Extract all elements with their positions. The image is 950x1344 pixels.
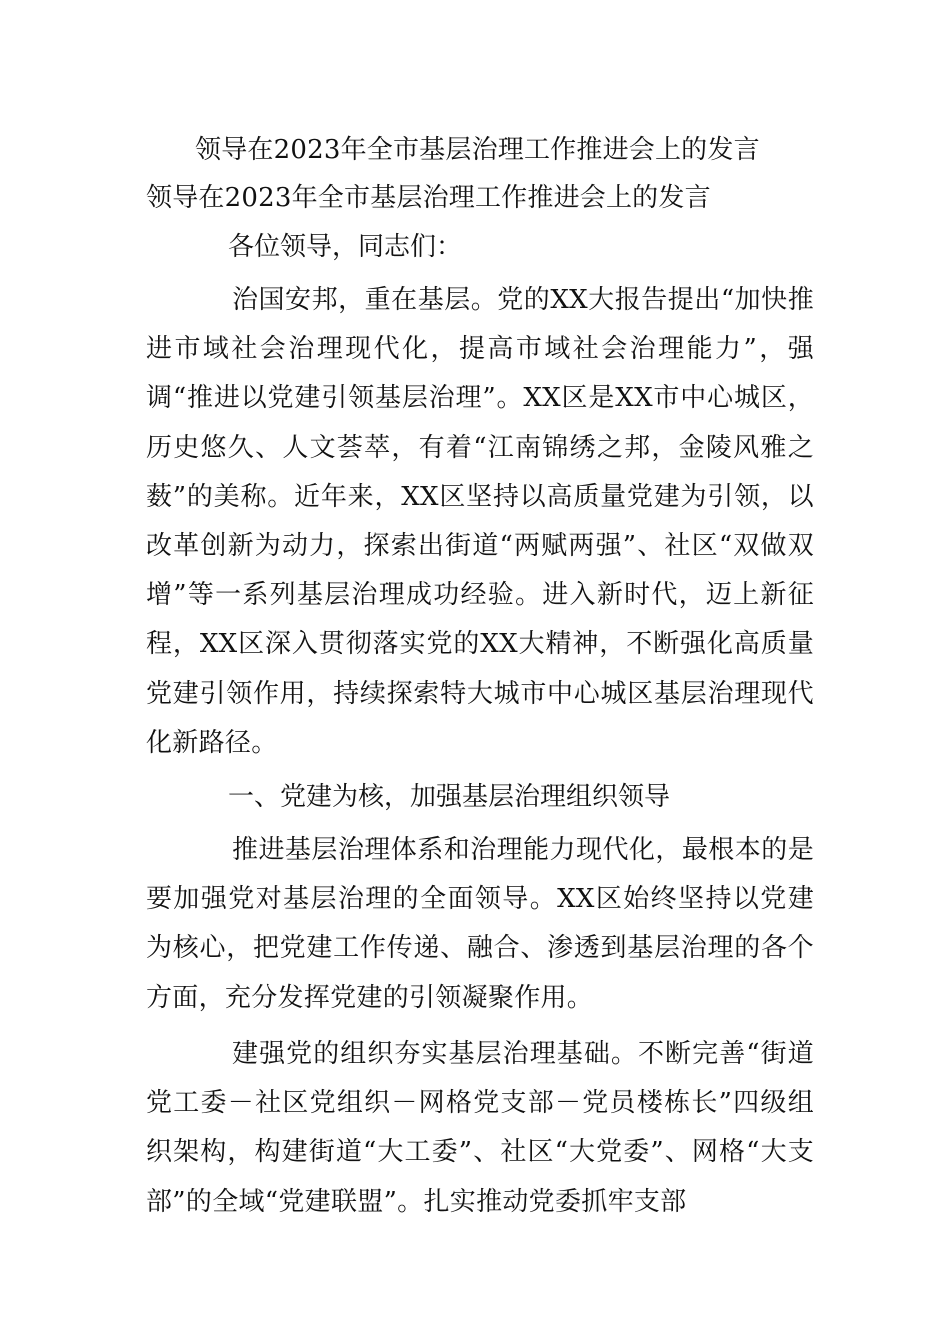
salutation: 各位领导，同志们： (228, 232, 463, 262)
paragraph-introduction: 治国安邦，重在基层。党的XX大报告提出“加快推进市域社会治理现代化，提高市域社会治理能力”，强调“推进以党建引领基层治理”。XX区是XX市中心城区，历史悠久、人文荟萃，有着“江南锦绣之邦，金陵风雅之薮”的美称。近年来，XX区坚持以高质量党建为引领，以改革创新为动力，探索出街道“两赋两强”、社区“双做双增”等一系列基层治理成功经验。进入新时代，迈上新征程，XX区深入贯彻落实党的XX大精神，不断强化高质量党建引领作用，持续探索特大城市中心城区基层治理现代化新路径。 (146, 285, 814, 758)
section-heading-1: 一、党建为核，加强基层治理组织领导 (228, 782, 671, 812)
document-title-line-2: 领导在2023年全市基层治理工作推进会上的发言 (146, 183, 711, 213)
document-title-line-1: 领导在2023年全市基层治理工作推进会上的发言 (195, 135, 760, 165)
paragraph-organization-building: 建强党的组织夯实基层治理基础。不断完善“街道党工委－社区党组织－网格党支部－党员楼栋长”四级组织架构，构建街道“大工委”、社区“大党委”、网格“大支部”的全域“党建联盟”。扎实推动党委抓牢支部 (146, 1039, 814, 1217)
paragraph-party-leadership: 推进基层治理体系和治理能力现代化，最根本的是要加强党对基层治理的全面领导。XX区始终坚持以党建为核心，把党建工作传递、融合、渗透到基层治理的各个方面，充分发挥党建的引领凝聚作用。 (146, 835, 814, 1013)
